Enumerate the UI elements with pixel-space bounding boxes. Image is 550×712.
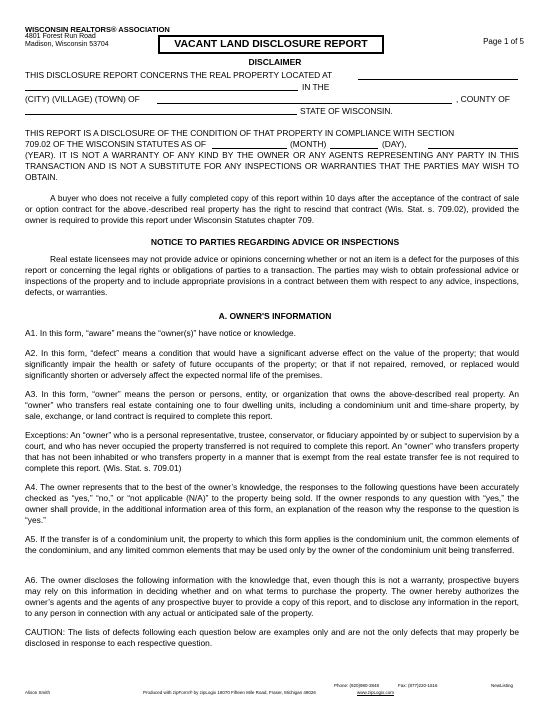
footer-fax: Fax: (877)220-1516 bbox=[398, 683, 438, 688]
municipality-field[interactable] bbox=[157, 103, 452, 104]
footer-produced: Produced with zipForm® by zipLogix 18070 Fifteen Mile Road, Fraser, Michigan 48026 bbox=[143, 690, 316, 695]
month-label: (MONTH) bbox=[290, 139, 327, 149]
rescind-paragraph: A buyer who does not receive a fully completed copy of this report within 10 days after the acceptance of the contract of sale or option contract for the above.-described real property has the right to rescind that contract (Wis. Stat. s. 709.02), provided the owner is required to provide this report under Wisconsin Statutes chapter 709. bbox=[25, 193, 519, 225]
paragraph-a1: A1. In this form, “aware” means the “owner(s)” have notice or knowledge. bbox=[25, 328, 296, 338]
disclosure-para-rest: (YEAR). IT IS NOT A WARRANTY OF ANY KIND BY THE OWNER OR ANY AGENTS REPRESENTING ANY PARTY IN THIS TRANSACTION AND IS NOT A SUBSTITUTE FOR ANY INSPECTIONS OR WARRANTIES THAT THE PARTIES MAY WISH TO OBTAIN. bbox=[25, 150, 519, 182]
county-label: , COUNTY OF bbox=[456, 94, 510, 104]
disclosure-para-line1: THIS REPORT IS A DISCLOSURE OF THE CONDITION OF THAT PROPERTY IN COMPLIANCE WITH SECTION bbox=[25, 128, 455, 138]
paragraph-a3: A3. In this form, “owner” means the person or persons, entity, or organization that owns the above-described real property. An “owner” who transfers real estate containing one to four dwelling units, including a condominium unit and time-share property, by sale, exchange, or land contract is required to complete this report. bbox=[25, 389, 519, 421]
exceptions-paragraph: Exceptions: An “owner” who is a personal representative, trustee, conservator, or fiduciary appointed by or subject to supervision by a court, and who has never occupied the property transferred is not required to complete this report. An “owner” who transfers property that has not been inhabited or who transfers property in a manner that is exempt from the real estate transfer fee is not required to complete this report. (Wis. Stat. s. 709.01) bbox=[25, 430, 519, 473]
caution-paragraph: CAUTION: The lists of defects following each question below are examples only and are not the only defects that may properly be disclosed in response to each respective question. bbox=[25, 627, 519, 648]
footer-phone: Phone: (920)980-3848 bbox=[334, 683, 380, 688]
county-field[interactable] bbox=[25, 114, 297, 115]
disclosure-date-label: 709.02 OF THE WISCONSIN STATUTES AS OF bbox=[25, 139, 207, 149]
owner-info-heading: A. OWNER'S INFORMATION bbox=[218, 311, 332, 321]
org-name: WISCONSIN REALTORS® ASSOCIATION bbox=[25, 25, 170, 34]
state-label: STATE OF WISCONSIN. bbox=[300, 106, 393, 116]
form-title: VACANT LAND DISCLOSURE REPORT bbox=[158, 35, 384, 54]
paragraph-a2: A2. In this form, “defect” means a condition that would have a significant adverse effect on the value of the property; that would significantly impair the health or safety of future occupants of the property; or that if not repaired, removed, or replaced would significantly shorten or adversely affect the expected normal life of the premises. bbox=[25, 348, 519, 380]
paragraph-a4: A4. The owner represents that to the best of the owner’s knowledge, the responses to the following questions have been accurately checked as “yes,” “no,” or “not applicable (N/A)” to the property being sold. If the owner responds to any question with “yes,” the owner shall provide, in the additional information area of this form, an explanation of the reason why the response to the question is “yes.” bbox=[25, 482, 519, 525]
page-number: Page 1 of 5 bbox=[483, 37, 524, 46]
notice-heading: NOTICE TO PARTIES REGARDING ADVICE OR INSPECTIONS bbox=[150, 237, 400, 247]
municipality-label: (CITY) (VILLAGE) (TOWN) OF bbox=[25, 94, 140, 104]
footer-agent: Alison Smith bbox=[25, 690, 51, 695]
day-field[interactable] bbox=[330, 148, 378, 149]
in-the-label: IN THE bbox=[302, 82, 330, 92]
property-address-field-2[interactable] bbox=[25, 90, 298, 91]
org-address-line1: 4801 Forest Run Road bbox=[25, 33, 96, 40]
disclaimer-heading: DISCLAIMER bbox=[248, 57, 302, 67]
paragraph-a5: A5. If the transfer is of a condominium unit, the property to which this form applies is the condominium unit, the common elements of the condominium, and any limited common elements that may be used only by the owner of the condominium unit being transferred. bbox=[25, 534, 519, 555]
year-field[interactable] bbox=[428, 148, 518, 149]
footer-url[interactable]: www.zipLogix.com bbox=[357, 690, 395, 695]
day-label: (DAY), bbox=[382, 139, 407, 149]
paragraph-a6: A6. The owner discloses the following information with the knowledge that, even though this is not a warranty, prospective buyers may rely on this information in deciding whether and on what terms to purchase the property. The owner hereby authorizes the owner’s agents and the agents of any prospective buyer to provide a copy of this report, and to disclose any information in the report, to any person in connection with any actual or anticipated sale of the property. bbox=[25, 575, 519, 618]
org-address-line2: Madison, Wisconsin 53704 bbox=[25, 41, 109, 48]
property-address-field[interactable] bbox=[358, 79, 518, 80]
notice-paragraph: Real estate licensees may not provide advice or opinions concerning whether or not an item is a defect for the purposes of this report or concerning the legal rights or obligations of parties to a transaction. The parties may wish to obtain professional advice or inspections of the property and to include appropriate provisions in a contract between them with respect to any advice, inspections, defects, or warranties. bbox=[25, 254, 519, 297]
month-field[interactable] bbox=[212, 148, 287, 149]
property-location-label: THIS DISCLOSURE REPORT CONCERNS THE REAL PROPERTY LOCATED AT bbox=[25, 70, 333, 80]
footer-listing: NewListing bbox=[491, 683, 514, 688]
